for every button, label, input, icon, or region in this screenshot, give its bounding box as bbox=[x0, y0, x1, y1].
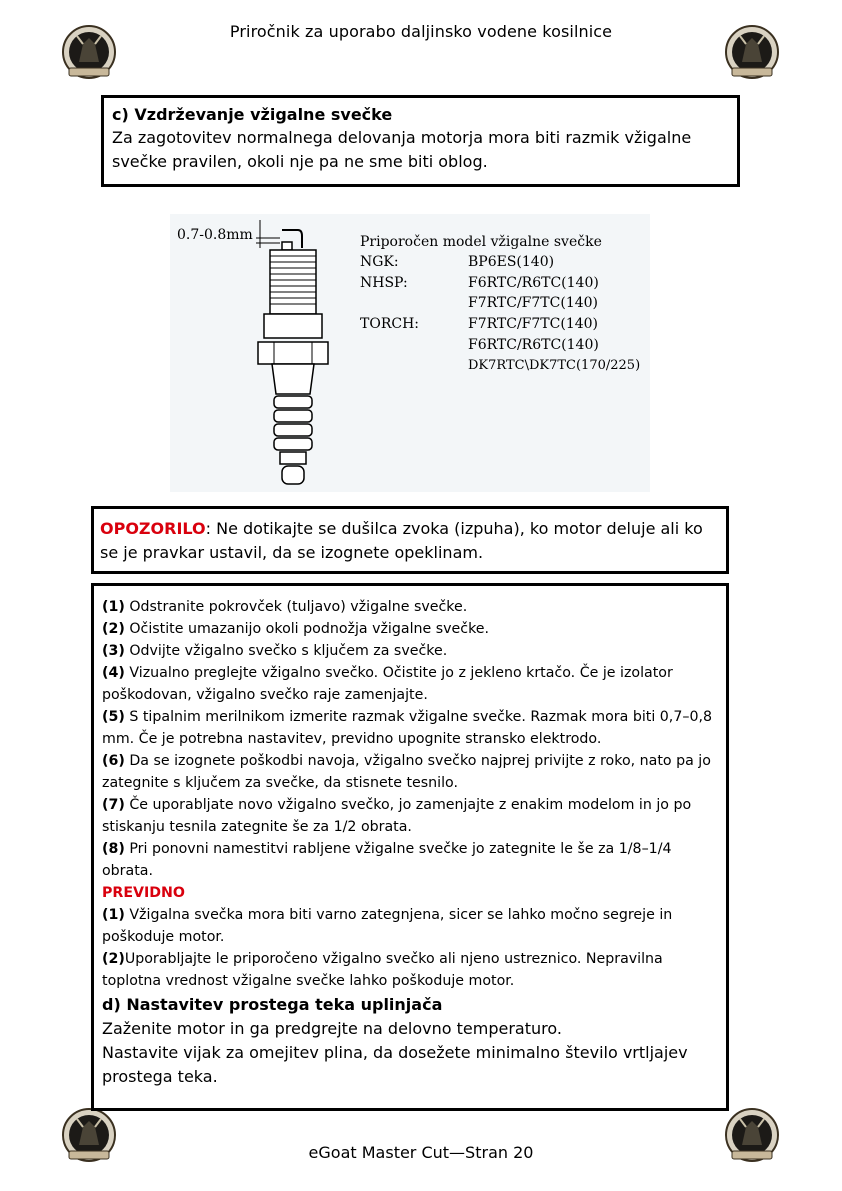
spark-plug-drawing bbox=[170, 214, 330, 492]
step-item bbox=[102, 838, 718, 882]
caution-text: Vžigalna svečka mora biti varno zategnjena, sicer se lahko močno segreje in poškoduje motor. bbox=[102, 907, 673, 945]
recommended-model: F7RTC/F7TC(140) bbox=[468, 316, 598, 332]
step-text: Odstranite pokrovček (tuljavo) vžigalne svečke. bbox=[124, 599, 468, 615]
step-number: (1) bbox=[102, 599, 125, 615]
step-text: Odvijte vžigalno svečko s ključem za svečke. bbox=[124, 643, 448, 659]
step-text: Očistite umazanijo okoli podnožja vžigalne svečke. bbox=[124, 621, 490, 637]
step-item bbox=[102, 640, 718, 662]
recommended-model: F6RTC/R6TC(140) bbox=[468, 337, 599, 353]
step-item bbox=[102, 618, 718, 640]
step-number: (3) bbox=[102, 643, 125, 659]
warning-box bbox=[91, 506, 729, 574]
section-d-heading: d) Nastavitev prostega teka uplinjača bbox=[102, 995, 443, 1014]
step-item bbox=[102, 794, 718, 838]
page-header-title: Priročnik za uporabo daljinsko vodene kosilnice bbox=[229, 22, 613, 41]
step-text: Pri ponovni namestitvi rabljene vžigalne svečke jo zategnite le še za 1/8–1/4 obrata. bbox=[102, 841, 672, 879]
caution-item bbox=[102, 904, 718, 948]
section-d-line: Zaženite motor in ga predgrejte na delovno temperaturo. bbox=[102, 1019, 562, 1038]
step-number: (7) bbox=[102, 797, 125, 813]
caution-label: PREVIDNO bbox=[102, 885, 185, 901]
step-number: (5) bbox=[102, 709, 125, 725]
step-text: Da se izognete poškodbi navoja, vžigalno svečko najprej privijte z roko, nato pa jo zategnite s ključem za svečke, da stisnete tesnilo. bbox=[102, 753, 711, 791]
caution-number: (1) bbox=[102, 907, 125, 923]
goat-emblem-icon bbox=[61, 24, 117, 80]
caution-item bbox=[102, 948, 718, 992]
recommended-model: DK7RTC\DK7TC(170/225) bbox=[468, 358, 641, 373]
section-c-line: Za zagotovitev normalnega delovanja motorja mora biti razmik vžigalne bbox=[112, 128, 692, 147]
step-item bbox=[102, 750, 718, 794]
warning-text: : Ne dotikajte se dušilca zvoka (izpuha), ko motor deluje ali ko se je pravkar ustavil, da se izognete opeklinam. bbox=[100, 519, 703, 562]
section-c-line: svečke pravilen, okoli nje pa ne sme biti oblog. bbox=[112, 152, 488, 171]
goat-emblem-icon bbox=[724, 24, 780, 80]
gap-dimension-label: 0.7-0.8mm bbox=[177, 227, 253, 243]
maintenance-steps-box bbox=[91, 583, 729, 1111]
section-c-box bbox=[101, 95, 740, 187]
step-text: Če uporabljate novo vžigalno svečko, jo zamenjajte z enakim modelom in jo po stiskanju tesnila zategnite še za 1/2 obrata. bbox=[102, 797, 692, 835]
caution-number: (2) bbox=[102, 951, 125, 967]
step-number: (8) bbox=[102, 841, 125, 857]
recommended-model: F7RTC/F7TC(140) bbox=[468, 295, 598, 311]
warning-paragraph bbox=[100, 517, 720, 565]
step-number: (2) bbox=[102, 621, 125, 637]
step-text: Vizualno preglejte vžigalno svečko. Očistite jo z jekleno krtačo. Če je izolator poškodovan, vžigalno svečko raje zamenjajte. bbox=[102, 665, 673, 703]
step-item bbox=[102, 706, 718, 750]
recommended-model: F6RTC/R6TC(140) bbox=[468, 275, 599, 291]
section-c-heading: c) Vzdrževanje vžigalne svečke bbox=[112, 105, 393, 124]
step-number: (6) bbox=[102, 753, 125, 769]
page-footer-title: eGoat Master Cut—Stran 20 bbox=[308, 1143, 534, 1162]
step-number: (4) bbox=[102, 665, 125, 681]
recommended-brand: NHSP: bbox=[360, 275, 408, 291]
section-d-line: Nastavite vijak za omejitev plina, da dosežete minimalno število vrtljajev prostega teka. bbox=[102, 1043, 688, 1086]
step-item bbox=[102, 596, 718, 618]
caution-text: Uporabljajte le priporočeno vžigalno svečko ali njeno ustreznico. Nepravilna toplotna vrednost vžigalne svečke lahko poškoduje motor. bbox=[102, 951, 663, 989]
warning-label: OPOZORILO bbox=[100, 519, 206, 538]
spark-plug-figure bbox=[170, 214, 650, 492]
recommended-brand: TORCH: bbox=[360, 316, 419, 332]
recommended-model: BP6ES(140) bbox=[468, 254, 555, 270]
recommended-model-title: Priporočen model vžigalne svečke bbox=[360, 234, 602, 250]
step-text: S tipalnim merilnikom izmerite razmak vžigalne svečke. Razmak mora biti 0,7–0,8 mm. Če je potrebna nastavitev, previdno upognite stransko elektrodo. bbox=[102, 709, 713, 747]
step-item bbox=[102, 662, 718, 706]
recommended-brand: NGK: bbox=[360, 254, 399, 270]
